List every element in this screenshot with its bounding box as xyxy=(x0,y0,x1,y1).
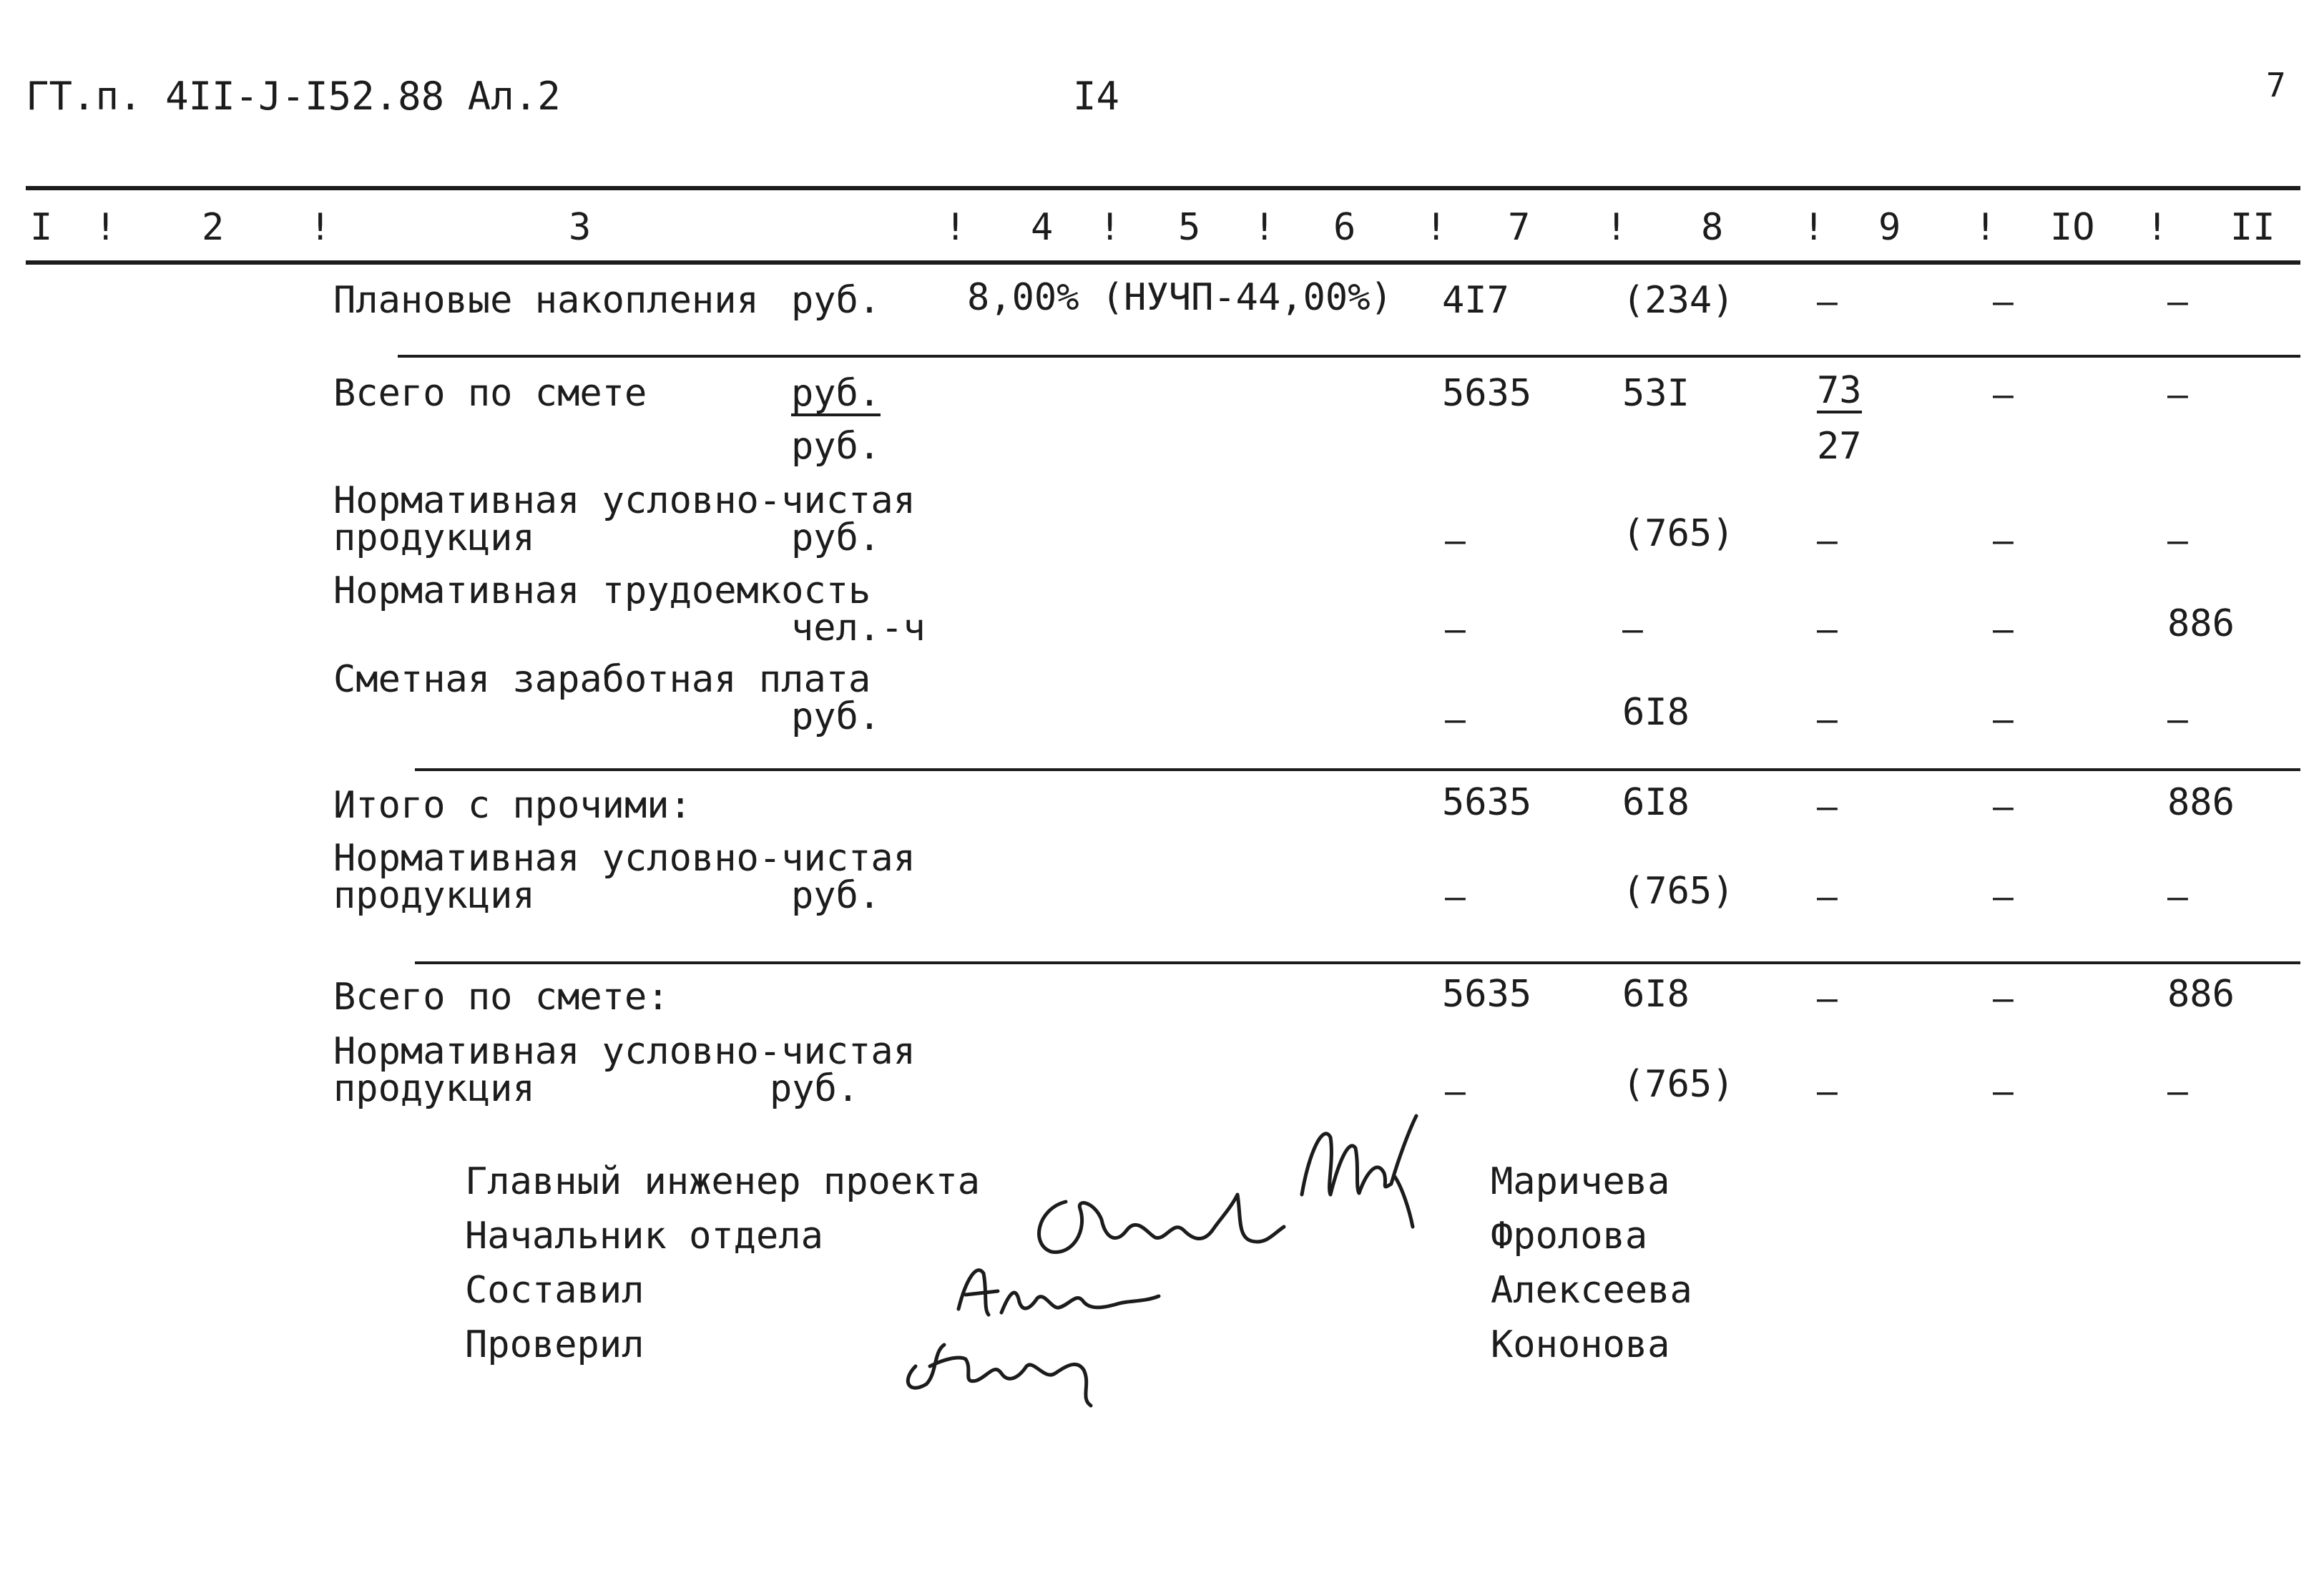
col9-empty: – xyxy=(1817,1072,1838,1112)
column-header-5: 5 xyxy=(1178,206,1201,249)
column-separator: ! xyxy=(2146,206,2169,249)
col7-value: 5635 xyxy=(1442,973,1532,1016)
col11-empty: – xyxy=(2167,700,2188,740)
column-header-8: 8 xyxy=(1701,206,1724,249)
unit-label: руб. xyxy=(791,279,881,322)
col9-empty: – xyxy=(1817,787,1838,827)
col11-empty: – xyxy=(2167,877,2188,917)
col11-empty: – xyxy=(2167,521,2188,561)
unit-label: руб. xyxy=(791,372,881,415)
col8-value: 6I8 xyxy=(1622,781,1690,824)
column-header-10: IO xyxy=(2050,206,2095,249)
col8-empty: – xyxy=(1622,609,1643,650)
column-header-1: I xyxy=(30,206,53,249)
col9-value-top: 73 xyxy=(1817,369,1862,412)
col8-value: (765) xyxy=(1622,512,1735,555)
column-separator: ! xyxy=(1803,206,1825,249)
row-label: Итого с прочими: xyxy=(333,784,692,827)
col9-empty: – xyxy=(1817,609,1838,650)
col10-empty: – xyxy=(1993,282,2014,322)
column-separator: ! xyxy=(1253,206,1276,249)
section-rule xyxy=(415,768,2300,771)
section-rule xyxy=(398,355,2300,358)
col8-value: (765) xyxy=(1622,1063,1735,1106)
signature-checker-handwriting xyxy=(887,1316,1116,1409)
col9-empty: – xyxy=(1817,979,1838,1019)
column-separator: ! xyxy=(1605,206,1628,249)
column-separator: ! xyxy=(944,206,967,249)
table-header-bottom-rule xyxy=(26,260,2300,265)
unit-label: руб. xyxy=(791,695,881,738)
col8-value: 6I8 xyxy=(1622,973,1690,1016)
column-separator: ! xyxy=(309,206,332,249)
unit-label: руб. xyxy=(791,425,881,468)
page-number: I4 xyxy=(1073,74,1120,119)
row-label-line1: Нормативная условно-чистая xyxy=(333,479,916,522)
row-label-line1: Нормативная условно-чистая xyxy=(333,1030,916,1073)
col10-empty: – xyxy=(1993,979,2014,1019)
col7-empty: – xyxy=(1445,1072,1466,1112)
signature-role: Составил xyxy=(465,1269,644,1312)
col11-empty: – xyxy=(2167,1072,2188,1112)
row-label-line2: продукция xyxy=(333,1067,535,1110)
col7-empty: – xyxy=(1445,700,1466,740)
col10-empty: – xyxy=(1993,609,2014,650)
document-code: ГТ.п. 4II-J-I52.88 Ал.2 xyxy=(26,74,561,119)
col10-empty: – xyxy=(1993,787,2014,827)
row-label: Нормативная трудоемкость xyxy=(333,569,871,612)
col7-empty: – xyxy=(1445,521,1466,561)
col9-empty: – xyxy=(1817,282,1838,322)
column-separator: ! xyxy=(94,206,117,249)
signature-chief-engineer-handwriting xyxy=(1288,1109,1431,1230)
column-separator: ! xyxy=(1425,206,1448,249)
col8-value: 53I xyxy=(1622,372,1690,415)
col11-value: 886 xyxy=(2167,602,2235,645)
col11-value: 886 xyxy=(2167,973,2235,1016)
column-separator: ! xyxy=(1974,206,1997,249)
col7-empty: – xyxy=(1445,877,1466,917)
column-header-11: II xyxy=(2230,206,2275,249)
col8-value: 6I8 xyxy=(1622,691,1690,734)
col11-value: 886 xyxy=(2167,781,2235,824)
column-header-6: 6 xyxy=(1333,206,1356,249)
unit-label: руб. xyxy=(791,874,881,917)
col7-value: 5635 xyxy=(1442,781,1532,824)
column-separator: ! xyxy=(1099,206,1122,249)
col10-empty: – xyxy=(1993,1072,2014,1112)
col9-empty: – xyxy=(1817,877,1838,917)
col9-empty: – xyxy=(1817,521,1838,561)
row-label-line2: продукция xyxy=(333,874,535,917)
row-label-line2: продукция xyxy=(333,516,535,559)
row-label: Сметная заработная плата xyxy=(333,658,871,701)
col9-empty: – xyxy=(1817,700,1838,740)
column-header-7: 7 xyxy=(1508,206,1531,249)
signature-name: Кононова xyxy=(1491,1323,1670,1366)
signature-name: Маричева xyxy=(1491,1160,1670,1203)
col7-value: 5635 xyxy=(1442,372,1532,415)
column-header-4: 4 xyxy=(1031,206,1054,249)
col10-empty: – xyxy=(1993,700,2014,740)
col10-empty: – xyxy=(1993,877,2014,917)
signature-role: Проверил xyxy=(465,1323,644,1366)
col8-value: (765) xyxy=(1622,870,1735,913)
col11-empty: – xyxy=(2167,375,2188,415)
table-top-rule xyxy=(26,186,2300,190)
col10-empty: – xyxy=(1993,375,2014,415)
signature-name: Алексеева xyxy=(1491,1269,1692,1312)
row-label: Всего по смете xyxy=(333,372,647,415)
row-label: Плановые накопления xyxy=(333,279,759,322)
section-rule xyxy=(415,961,2300,964)
column-header-2: 2 xyxy=(202,206,225,249)
row-label: Всего по смете: xyxy=(333,976,670,1019)
column-header-3: 3 xyxy=(569,206,592,249)
rate-value: 8,00% (НУЧП-44,00%) xyxy=(967,276,1393,319)
signature-name: Фролова xyxy=(1491,1215,1648,1258)
corner-mark: 7 xyxy=(2266,66,2286,104)
unit-label: чел.-ч xyxy=(791,607,926,650)
signature-role: Начальник отдела xyxy=(465,1215,823,1258)
row-label-line1: Нормативная условно-чистая xyxy=(333,837,916,880)
col7-value: 4I7 xyxy=(1442,279,1509,322)
unit-label: руб. xyxy=(770,1067,860,1110)
unit-label: руб. xyxy=(791,516,881,559)
col10-empty: – xyxy=(1993,521,2014,561)
col9-value-bottom: 27 xyxy=(1817,425,1862,468)
column-header-9: 9 xyxy=(1878,206,1901,249)
col8-value: (234) xyxy=(1622,279,1735,322)
signature-role: Главный инженер проекта xyxy=(465,1160,981,1203)
col7-empty: – xyxy=(1445,609,1466,650)
col11-empty: – xyxy=(2167,282,2188,322)
